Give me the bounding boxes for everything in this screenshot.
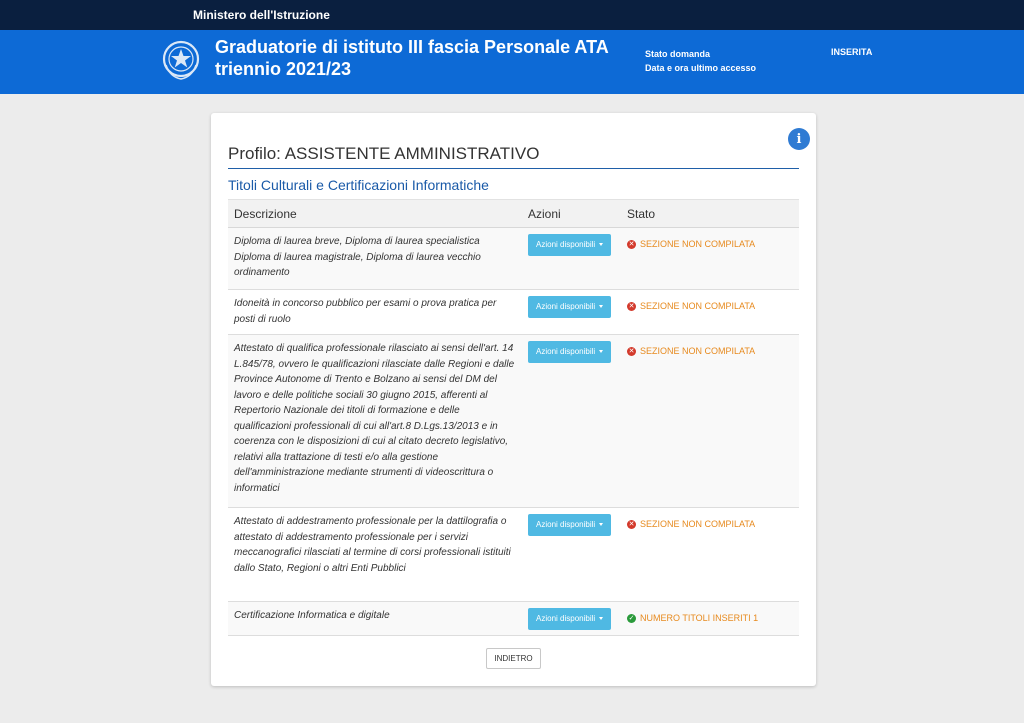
actions-dropdown-button[interactable] bbox=[528, 234, 611, 256]
actions-dropdown-label: Azioni disponibili bbox=[536, 614, 596, 623]
table-row bbox=[228, 290, 799, 335]
italian-republic-emblem-icon bbox=[160, 35, 202, 83]
check-circle-icon: ✓ bbox=[628, 614, 635, 622]
back-button[interactable]: INDIETRO bbox=[486, 648, 541, 669]
actions-dropdown-button[interactable] bbox=[528, 608, 611, 630]
error-circle-icon: ✕ bbox=[628, 347, 635, 355]
page-title-line1: Graduatorie di istituto III fascia Personale ATA bbox=[215, 37, 609, 57]
profile-title: Profilo: ASSISTENTE AMMINISTRATIVO bbox=[228, 144, 540, 163]
status-text: SEZIONE NON COMPILATA bbox=[640, 519, 756, 529]
error-circle-icon: ✕ bbox=[628, 302, 635, 310]
table-header-row bbox=[228, 200, 799, 228]
column-header-state: Stato bbox=[621, 200, 799, 228]
profile-divider bbox=[228, 168, 799, 169]
table-row bbox=[228, 228, 799, 290]
status-label: Stato domanda bbox=[645, 49, 711, 59]
actions-dropdown-label: Azioni disponibili bbox=[536, 240, 596, 249]
table-row bbox=[228, 335, 799, 508]
info-icon[interactable]: i bbox=[788, 128, 810, 150]
status-text: SEZIONE NON COMPILATA bbox=[640, 301, 756, 311]
top-bar bbox=[0, 0, 1024, 30]
page-title-line2: triennio 2021/23 bbox=[215, 59, 352, 79]
status-text: NUMERO TITOLI INSERITI 1 bbox=[640, 613, 759, 623]
caret-down-icon bbox=[599, 617, 603, 620]
status-text: SEZIONE NON COMPILATA bbox=[640, 239, 756, 249]
status-badge bbox=[627, 341, 793, 356]
status-badge bbox=[627, 234, 793, 249]
status-labels bbox=[645, 47, 756, 75]
actions-dropdown-label: Azioni disponibili bbox=[536, 302, 596, 311]
actions-dropdown-button[interactable] bbox=[528, 341, 611, 363]
actions-dropdown-label: Azioni disponibili bbox=[536, 520, 596, 529]
titles-table bbox=[228, 199, 799, 636]
status-text: SEZIONE NON COMPILATA bbox=[640, 346, 756, 356]
profile-card bbox=[211, 113, 816, 686]
row-description: Attestato di qualifica professionale rilasciato ai sensi dell'art. 14 L.845/78, ovvero le qualificazioni rilasciate dalle Regioni e dalle Province Autonome di Trento e Bolzano ai sensi del DM del lavoro e delle politiche sociali 30 giugno 2015, afferenti al Repertorio Nazionale dei titoli di formazione e delle qualificazioni professionali di cui all'art.8 D.Lgs.13/2013 e in coerenza con le disposizioni di cui al citato decreto legislativo, relativi alla trattazione di testi e/o alla gestione dell'amministrazione mediante strumenti di videoscrittura o informatici bbox=[228, 335, 522, 508]
caret-down-icon bbox=[599, 305, 603, 308]
error-circle-icon: ✕ bbox=[628, 240, 635, 248]
page-title bbox=[215, 36, 635, 80]
last-access-label: Data e ora ultimo accesso bbox=[645, 63, 757, 73]
ministry-label: Ministero dell'Istruzione bbox=[193, 8, 330, 22]
status-badge bbox=[627, 296, 793, 311]
status-value: INSERITA bbox=[831, 47, 873, 57]
column-header-description: Descrizione bbox=[228, 200, 522, 228]
caret-down-icon bbox=[599, 243, 603, 246]
actions-dropdown-button[interactable] bbox=[528, 514, 611, 536]
actions-dropdown-button[interactable] bbox=[528, 296, 611, 318]
row-description: Idoneità in concorso pubblico per esami o prova pratica per posti di ruolo bbox=[228, 290, 522, 335]
caret-down-icon bbox=[599, 523, 603, 526]
table-row bbox=[228, 602, 799, 636]
status-badge bbox=[627, 514, 793, 529]
table-row bbox=[228, 508, 799, 602]
caret-down-icon bbox=[599, 350, 603, 353]
header bbox=[0, 30, 1024, 94]
status-badge bbox=[627, 608, 793, 623]
column-header-actions: Azioni bbox=[522, 200, 621, 228]
section-title: Titoli Culturali e Certificazioni Informatiche bbox=[228, 177, 489, 193]
row-description: Diploma di laurea breve, Diploma di laurea specialistica Diploma di laurea magistrale, Diploma di laurea vecchio ordinamento bbox=[228, 228, 522, 290]
row-description: Attestato di addestramento professionale per la dattilografia o attestato di addestramento professionale per i servizi meccanografici rilasciati al termine di corsi professionali istituiti dallo Stato, Regioni o altri Enti Pubblici bbox=[228, 508, 522, 602]
row-description: Certificazione Informatica e digitale bbox=[228, 602, 522, 636]
actions-dropdown-label: Azioni disponibili bbox=[536, 347, 596, 356]
error-circle-icon: ✕ bbox=[628, 520, 635, 528]
